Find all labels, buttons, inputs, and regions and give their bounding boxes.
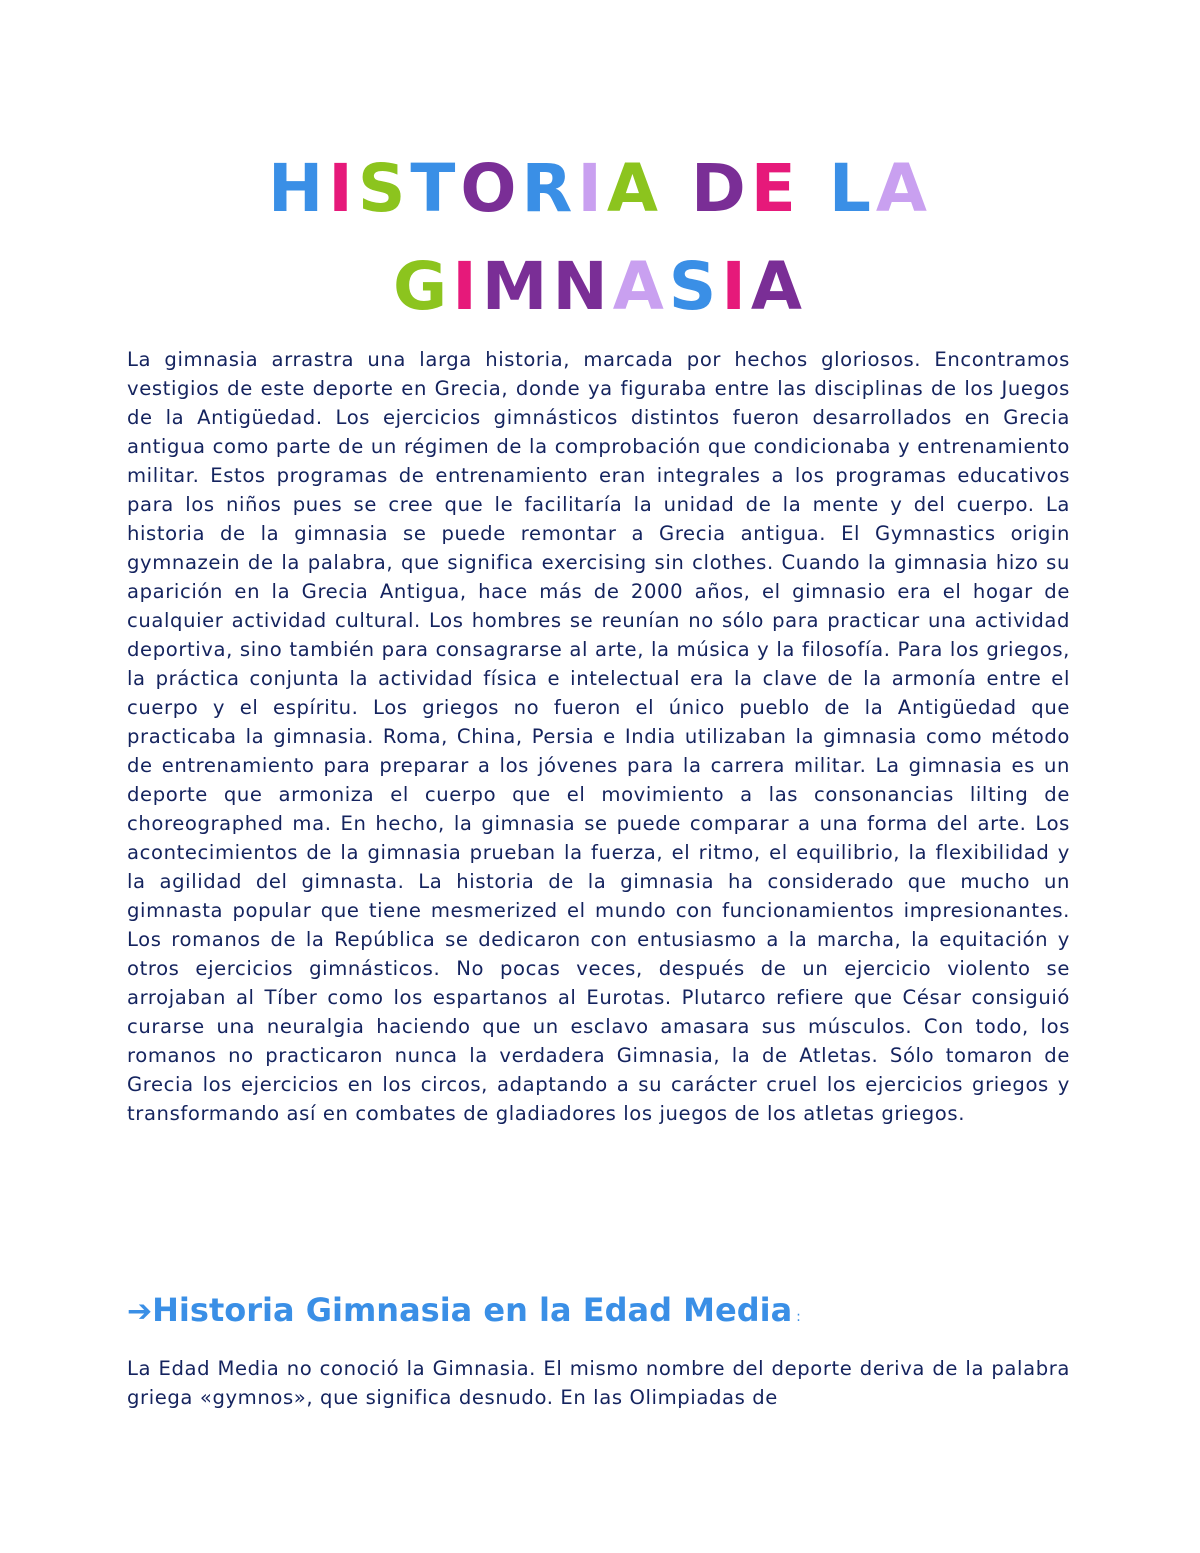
title-letter: A (612, 248, 669, 325)
title-letter: I (452, 248, 482, 325)
title-letter (663, 150, 691, 227)
title-letter: I (721, 248, 751, 325)
title-letter: G (393, 248, 453, 325)
title-letter: E (750, 150, 801, 227)
title-letter: N (552, 248, 613, 325)
edad-media-paragraph: La Edad Media no conoció la Gimnasia. El mismo nombre del deporte deriva de la palabra griega «gymnos», que significa desnudo. En las Olimpiadas de (127, 1357, 1070, 1409)
arrow-right-icon: ➔ (127, 1294, 153, 1329)
title-letter (801, 150, 829, 227)
title-letter: A (606, 150, 663, 227)
title-letter: I (328, 150, 358, 227)
title-letter: M (481, 248, 553, 325)
title-letter: T (410, 150, 461, 227)
intro-paragraph: La gimnasia arrastra una larga historia, marcada por hechos gloriosos. Encontramos vestigios de este deporte en Grecia, donde ya figuraba entre las disciplinas de los Juegos de la Antigüedad. Los ejercicios gimnásticos distintos fueron desarrollados en Grecia antigua como parte de un régimen de la comprobación que condicionaba y entrenamiento militar. Estos programas de entrenamiento eran integrales a los programas educativos para los niños pues se cree que le facilitaría la unidad de la mente y del cuerpo. La historia de la gimnasia se puede remontar a Grecia antigua. El Gymnastics origin gymnazein de la palabra, que significa exercising sin clothes. Cuando la gimnasia hizo su aparición en la Grecia Antigua, hace más de 2000 años, el gimnasio era el hogar de cualquier actividad cultural. Los hombres se reunían no sólo para practicar una actividad deportiva, sino también para consagrarse al arte, la música y la filosofía. Para los griegos, la práctica conjunta la actividad física e intelectual era la clave de la armonía entre el cuerpo y el espíritu. Los griegos no fueron el único pueblo de la Antigüedad que practicaba la gimnasia. Roma, China, Persia e India utilizaban la gimnasia como método de entrenamiento para preparar a los jóvenes para la carrera militar. La gimnasia es un deporte que armoniza el cuerpo que el movimiento a las consonancias lilting de choreographed ma. En hecho, la gimnasia se puede comparar a una forma del arte. Los acontecimientos de la gimnasia prueban la fuerza, el ritmo, el equilibrio, la flexibilidad y la agilidad del gimnasta. La historia de la gimnasia ha considerado que mucho un gimnasta popular que tiene mesmerized el mundo con funcionamientos impresionantes. Los romanos de la República se dedicaron con entusiasmo a la marcha, la equitación y otros ejercicios gimnásticos. No pocas veces, después de un ejercicio violento se arrojaban al Tíber como los espartanos al Eurotas. Plutarco refiere que César consiguió curarse una neuralgia haciendo que un esclavo amasara sus músculos. Con todo, los romanos no practicaron nunca la verdadera Gimnasia, la de Atletas. Sólo tomaron de Grecia los ejercicios en los circos, adaptando a su carácter cruel los ejercicios griegos y transformando así en combates de gladiadores los juegos de los atletas griegos. (127, 348, 1070, 1125)
title-letter: S (357, 150, 411, 227)
title-letter: L (828, 150, 876, 227)
section-heading-colon: : (796, 1309, 801, 1325)
title-line-1 (268, 150, 932, 227)
section-heading-text: Historia Gimnasia en la Edad Media (152, 1291, 793, 1329)
title-letter: S (668, 248, 722, 325)
document-title (0, 140, 1200, 336)
title-letter: I (577, 150, 607, 227)
title-letter: O (460, 150, 522, 227)
title-letter: R (521, 150, 578, 227)
title-line-2 (393, 248, 807, 325)
title-letter: D (690, 150, 751, 227)
title-letter: A (875, 150, 932, 227)
title-letter: A (750, 248, 807, 325)
title-letter: H (268, 150, 329, 227)
section-heading-edad-media (127, 1287, 1070, 1340)
